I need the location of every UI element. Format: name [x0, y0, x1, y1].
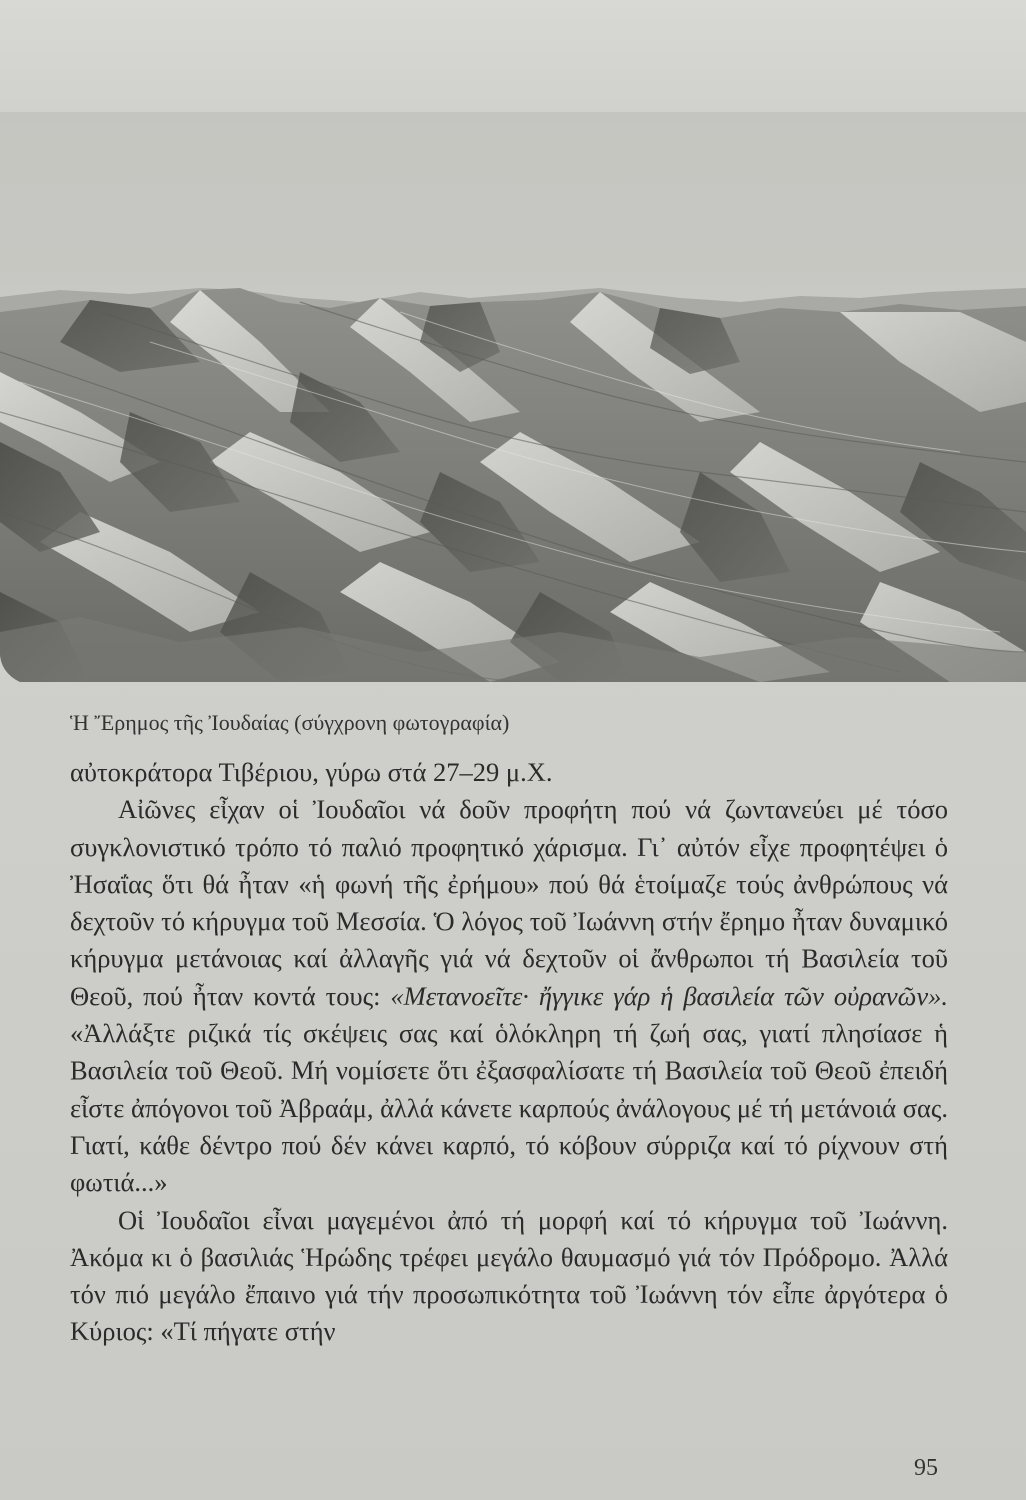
paragraph-prophet — [70, 791, 948, 1201]
desert-photo — [0, 112, 1026, 682]
paragraph-jews: Οἱ Ἰουδαῖοι εἶναι μαγεμένοι ἀπό τή μορφή καί τό κήρυγμα τοῦ Ἰωάννη. Ἀκόμα κι ὁ βασιλιάς Ἡρώδης τρέφει μεγάλο θαυμασμό γιά τόν Πρόδρομο. Ἀλλά τόν πιό μεγάλο ἔπαινο γιά τήν προσωπικότητα τοῦ Ἰωάννη τόν εἶπε ἀργότερα ὁ Κύριος: «Τί πήγατε στήν — [70, 1204, 948, 1347]
photo-caption: Ἡ Ἔρημος τῆς Ἰουδαίας (σύγχρονη φωτογραφία) — [70, 710, 510, 735]
desert-landscape-image — [0, 112, 1026, 682]
page-number: 95 — [914, 1455, 938, 1481]
paragraph-continuation: αὐτοκράτορα Τιβέριου, γύρω στά 27–29 μ.Χ. — [70, 757, 553, 787]
body-text — [70, 754, 948, 1351]
paragraph-prophet-part-b: «Ἀλλάξτε ριζικά τίς σκέψεις σας καί ὁλόκληρη τή ζωή σας, γιατί πλησίασε ἡ Βασιλεία τοῦ Θεοῦ. Μή νομίσετε ὅτι ἐξασφαλίσατε τή Βασιλεία τοῦ Θεοῦ ἐπειδή εἶστε ἀπόγονοι τοῦ Ἀβραάμ, ἀλλά κάνετε καρπούς ἀνάλογους μέ τή μετάνοιά σας. Γιατί, κάθε δέντρο πού δέν κάνει καρπό, τό κόβουν σύρριζα καί τό ρίχνουν στή φωτιά...» — [70, 1018, 948, 1198]
quote-italic: «Μετανοεῖτε· ἤγγικε γάρ ἡ βασιλεία τῶν οὐρανῶν». — [390, 980, 948, 1011]
top-margin — [0, 0, 1026, 120]
paragraph-prophet-part-a: Αἰῶνες εἶχαν οἱ Ἰουδαῖοι νά δοῦν προφήτη πού νά ζωντανεύει μέ τόσο συγκλονιστικό τρόπο τό παλιό προφητικό χάρισμα. Γι᾽ αὐτόν εἶχε προφητέψει ὁ Ἠσαΐας ὅτι θά ἦταν «ἡ φωνή τῆς ἐρήμου» πού θά ἑτοίμαζε τούς ἀνθρώπους νά δεχτοῦν τό κήρυγμα τοῦ Μεσσία. Ὁ λόγος τοῦ Ἰωάννη στήν ἔρημο ἦταν δυναμικό κήρυγμα μετάνοιας καί ἀλλαγῆς γιά νά δεχτοῦν οἱ ἄνθρωποι τή Βασιλεία τοῦ Θεοῦ, πού ἦταν κοντά τους: — [70, 794, 948, 1011]
